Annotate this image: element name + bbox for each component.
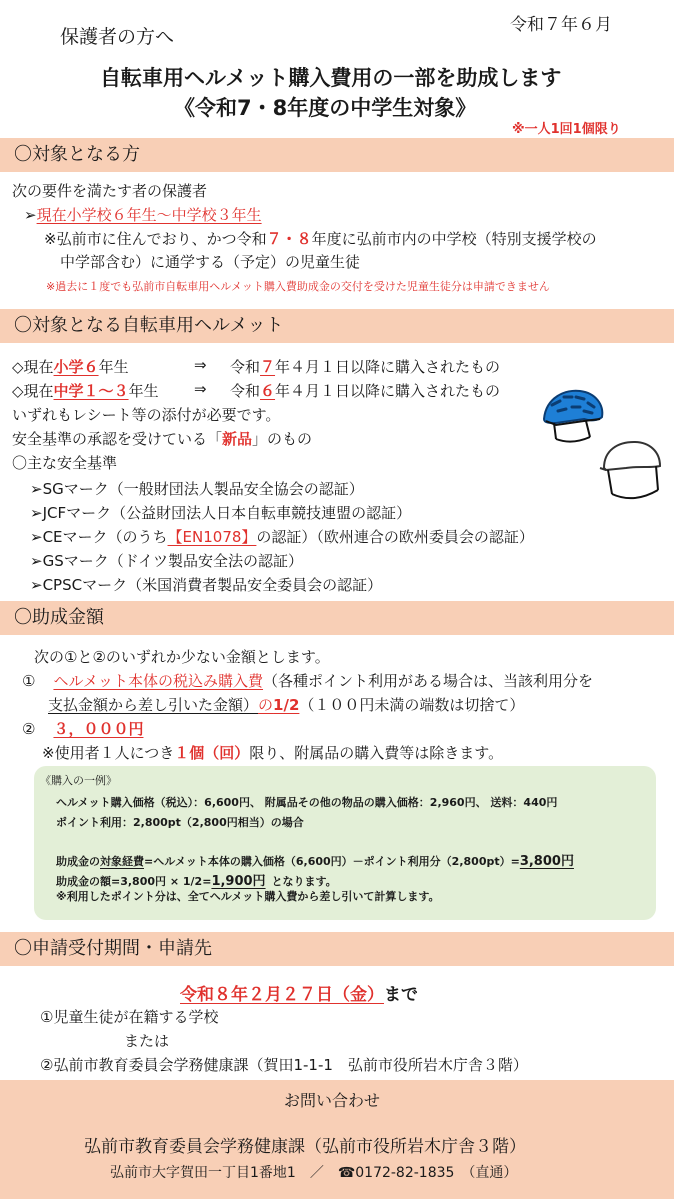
example-title: 《購入の一例》 bbox=[40, 774, 117, 787]
requirement-text: 現在小学校６年生～中学校３年生 bbox=[36, 206, 262, 224]
row2-f: 年４月１日以降に購入されたもの bbox=[275, 382, 501, 400]
line3-a: 助成金の bbox=[56, 855, 100, 868]
new-c: 」のもの bbox=[252, 430, 313, 448]
example-line-1: ヘルメット購入価格（税込）：6,600円、 附属品その他の物品の購入価格：2,960円、 送料：440円 bbox=[56, 796, 558, 809]
receipt-note: いずれもレシート等の添付が必要です。 bbox=[12, 406, 281, 424]
helmet-row2-arrow: ⇒ bbox=[194, 380, 207, 398]
apply-place-2: ②弘前市教育委員会学務健康課（賀田1-1-1 弘前市役所岩木庁舎３階） bbox=[40, 1056, 528, 1074]
helmet-row1-date bbox=[230, 356, 500, 377]
deadline-suffix: まで bbox=[384, 985, 418, 1005]
helmet-row2-date bbox=[230, 380, 500, 401]
row1-f: 年４月１日以降に購入されたもの bbox=[275, 358, 501, 376]
helmet-row1-arrow: ⇒ bbox=[194, 356, 207, 374]
example-line-2: ポイント利用：2,800pt（2,800円相当）の場合 bbox=[56, 816, 304, 829]
blue-helmet-icon bbox=[540, 385, 606, 447]
apply-or: または bbox=[124, 1032, 170, 1050]
row2-d: 令和 bbox=[230, 382, 261, 400]
note-c: 限り、附属品の購入費等は除きます。 bbox=[249, 744, 504, 762]
section-amount-band bbox=[0, 601, 674, 635]
ce-c: の認証）（欧州連合の欧州委員会の認証） bbox=[256, 528, 534, 546]
target-note-1-cont: 中学部含む）に通学する（予定）の児童生徒 bbox=[60, 253, 361, 271]
item1-half: 1/2 bbox=[273, 696, 300, 714]
item2-value: ３，０００円 bbox=[53, 720, 144, 738]
new-label: 新品 bbox=[222, 430, 253, 448]
helmet-row-junior bbox=[12, 380, 159, 401]
standard-ce bbox=[30, 526, 534, 547]
row1-c: 年生 bbox=[98, 358, 129, 376]
note-a: ※使用者１人につき bbox=[42, 744, 175, 762]
issue-date: 令和７年６月 bbox=[510, 15, 612, 35]
ce-a: ➢CEマーク（のうち bbox=[30, 528, 168, 546]
target-requirement bbox=[24, 204, 262, 225]
line4-a: 助成金の額=3,800円 × 1/2= bbox=[56, 875, 212, 888]
row2-grade: 中学１～３ bbox=[53, 382, 129, 400]
line4-c: となります。 bbox=[271, 875, 337, 888]
item1-purchase-cost: ヘルメット本体の税込み購入費 bbox=[53, 672, 264, 690]
deadline-date: 令和８年２月２７日（金） bbox=[180, 985, 384, 1005]
new-a: 安全基準の承認を受けている「 bbox=[12, 430, 223, 448]
ce-en1078: 【EN1078】 bbox=[167, 528, 257, 546]
row1-year: ７ bbox=[260, 358, 276, 376]
page-subtitle: 《令和7・8年度の中学生対象》 bbox=[174, 96, 477, 120]
row2-year: ６ bbox=[260, 382, 276, 400]
contact-address: 弘前市大字賀田一丁目1番地1 ／ ☎0172-82-1835 （直通） bbox=[110, 1165, 518, 1181]
item2-number: ② bbox=[22, 720, 36, 738]
item1-number: ① bbox=[22, 672, 36, 690]
standard-sg: ➢SGマーク（一般財団法人製品安全協会の認証） bbox=[30, 480, 364, 498]
section-apply-band bbox=[0, 932, 674, 966]
standards-heading: 〇主な安全基準 bbox=[12, 454, 118, 472]
page-title: 自転車用ヘルメット購入費用の一部を助成します bbox=[100, 66, 562, 90]
note1-years: ７・８ bbox=[266, 230, 312, 248]
section-target-heading: 〇対象となる方 bbox=[14, 144, 140, 165]
section-helmet-heading: 〇対象となる自転車用ヘルメット bbox=[14, 315, 284, 336]
example-line-3 bbox=[56, 850, 574, 869]
target-intro: 次の要件を満たす者の保護者 bbox=[12, 182, 208, 200]
new-product-note bbox=[12, 428, 312, 449]
note1-c: 年度に弘前市内の中学校（特別支援学校の bbox=[311, 230, 597, 248]
line3-c: =ヘルメット本体の購入価格（6,600円）－ポイント利用分（2,800pt）= bbox=[144, 855, 520, 868]
row1-grade: 小学６ bbox=[53, 358, 99, 376]
apply-place-1: ①児童生徒が在籍する学校 bbox=[40, 1008, 219, 1026]
standard-cpsc: ➢CPSCマーク（米国消費者製品安全委員会の認証） bbox=[30, 576, 383, 594]
note-limit: １個（回） bbox=[174, 744, 250, 762]
section-apply-heading: 〇申請受付期間・申請先 bbox=[14, 938, 212, 959]
contact-office: 弘前市教育委員会学務健康課（弘前市役所岩木庁舎３階） bbox=[84, 1137, 526, 1157]
limit-note: ※一人1回1個限り bbox=[512, 122, 621, 137]
item1-c: 支払金額から差し引いた金額） bbox=[48, 696, 259, 714]
row2-a: ◇現在 bbox=[12, 382, 54, 400]
contact-heading: お問い合わせ bbox=[284, 1091, 381, 1110]
standard-jcf: ➢JCFマーク（公益財団法人日本自転車競技連盟の認証） bbox=[30, 504, 412, 522]
amount-item-1-cont bbox=[48, 694, 524, 715]
line3-target: 対象経費 bbox=[100, 855, 144, 868]
item1-f: （１００円未満の端数は切捨て） bbox=[299, 696, 525, 714]
example-line-4 bbox=[56, 870, 337, 889]
audience-label: 保護者の方へ bbox=[60, 26, 175, 48]
white-helmet-icon bbox=[598, 438, 664, 506]
target-note-2: ※過去に１度でも弘前市自転車用ヘルメット購入費助成金の交付を受けた児童生徒分は申請できません bbox=[46, 280, 550, 293]
row1-a: ◇現在 bbox=[12, 358, 54, 376]
amount-item-2 bbox=[22, 718, 143, 739]
arrow-bullet: ➢ bbox=[24, 206, 37, 224]
row1-d: 令和 bbox=[230, 358, 261, 376]
target-note-1 bbox=[44, 228, 597, 249]
item1-d: の bbox=[258, 696, 274, 714]
amount-intro: 次の①と②のいずれか少ない金額とします。 bbox=[34, 648, 330, 666]
note1-a: ※弘前市に住んでおり、かつ令和 bbox=[44, 230, 267, 248]
helmet-row-elementary bbox=[12, 356, 129, 377]
item1-b: （各種ポイント利用がある場合は、当該利用分を bbox=[263, 672, 594, 690]
section-target-band bbox=[0, 138, 674, 172]
amount-item-1 bbox=[22, 670, 593, 691]
standard-gs: ➢GSマーク（ドイツ製品安全法の認証） bbox=[30, 552, 303, 570]
line3-result: 3,800円 bbox=[519, 854, 574, 869]
section-amount-heading: 〇助成金額 bbox=[14, 607, 104, 628]
deadline bbox=[180, 980, 418, 1005]
row2-c: 年生 bbox=[128, 382, 159, 400]
section-helmet-band bbox=[0, 309, 674, 343]
example-line-5: ※利用したポイント分は、全てヘルメット購入費から差し引いて計算します。 bbox=[56, 890, 440, 903]
line4-result: 1,900円 bbox=[211, 874, 266, 889]
amount-note bbox=[42, 742, 503, 763]
